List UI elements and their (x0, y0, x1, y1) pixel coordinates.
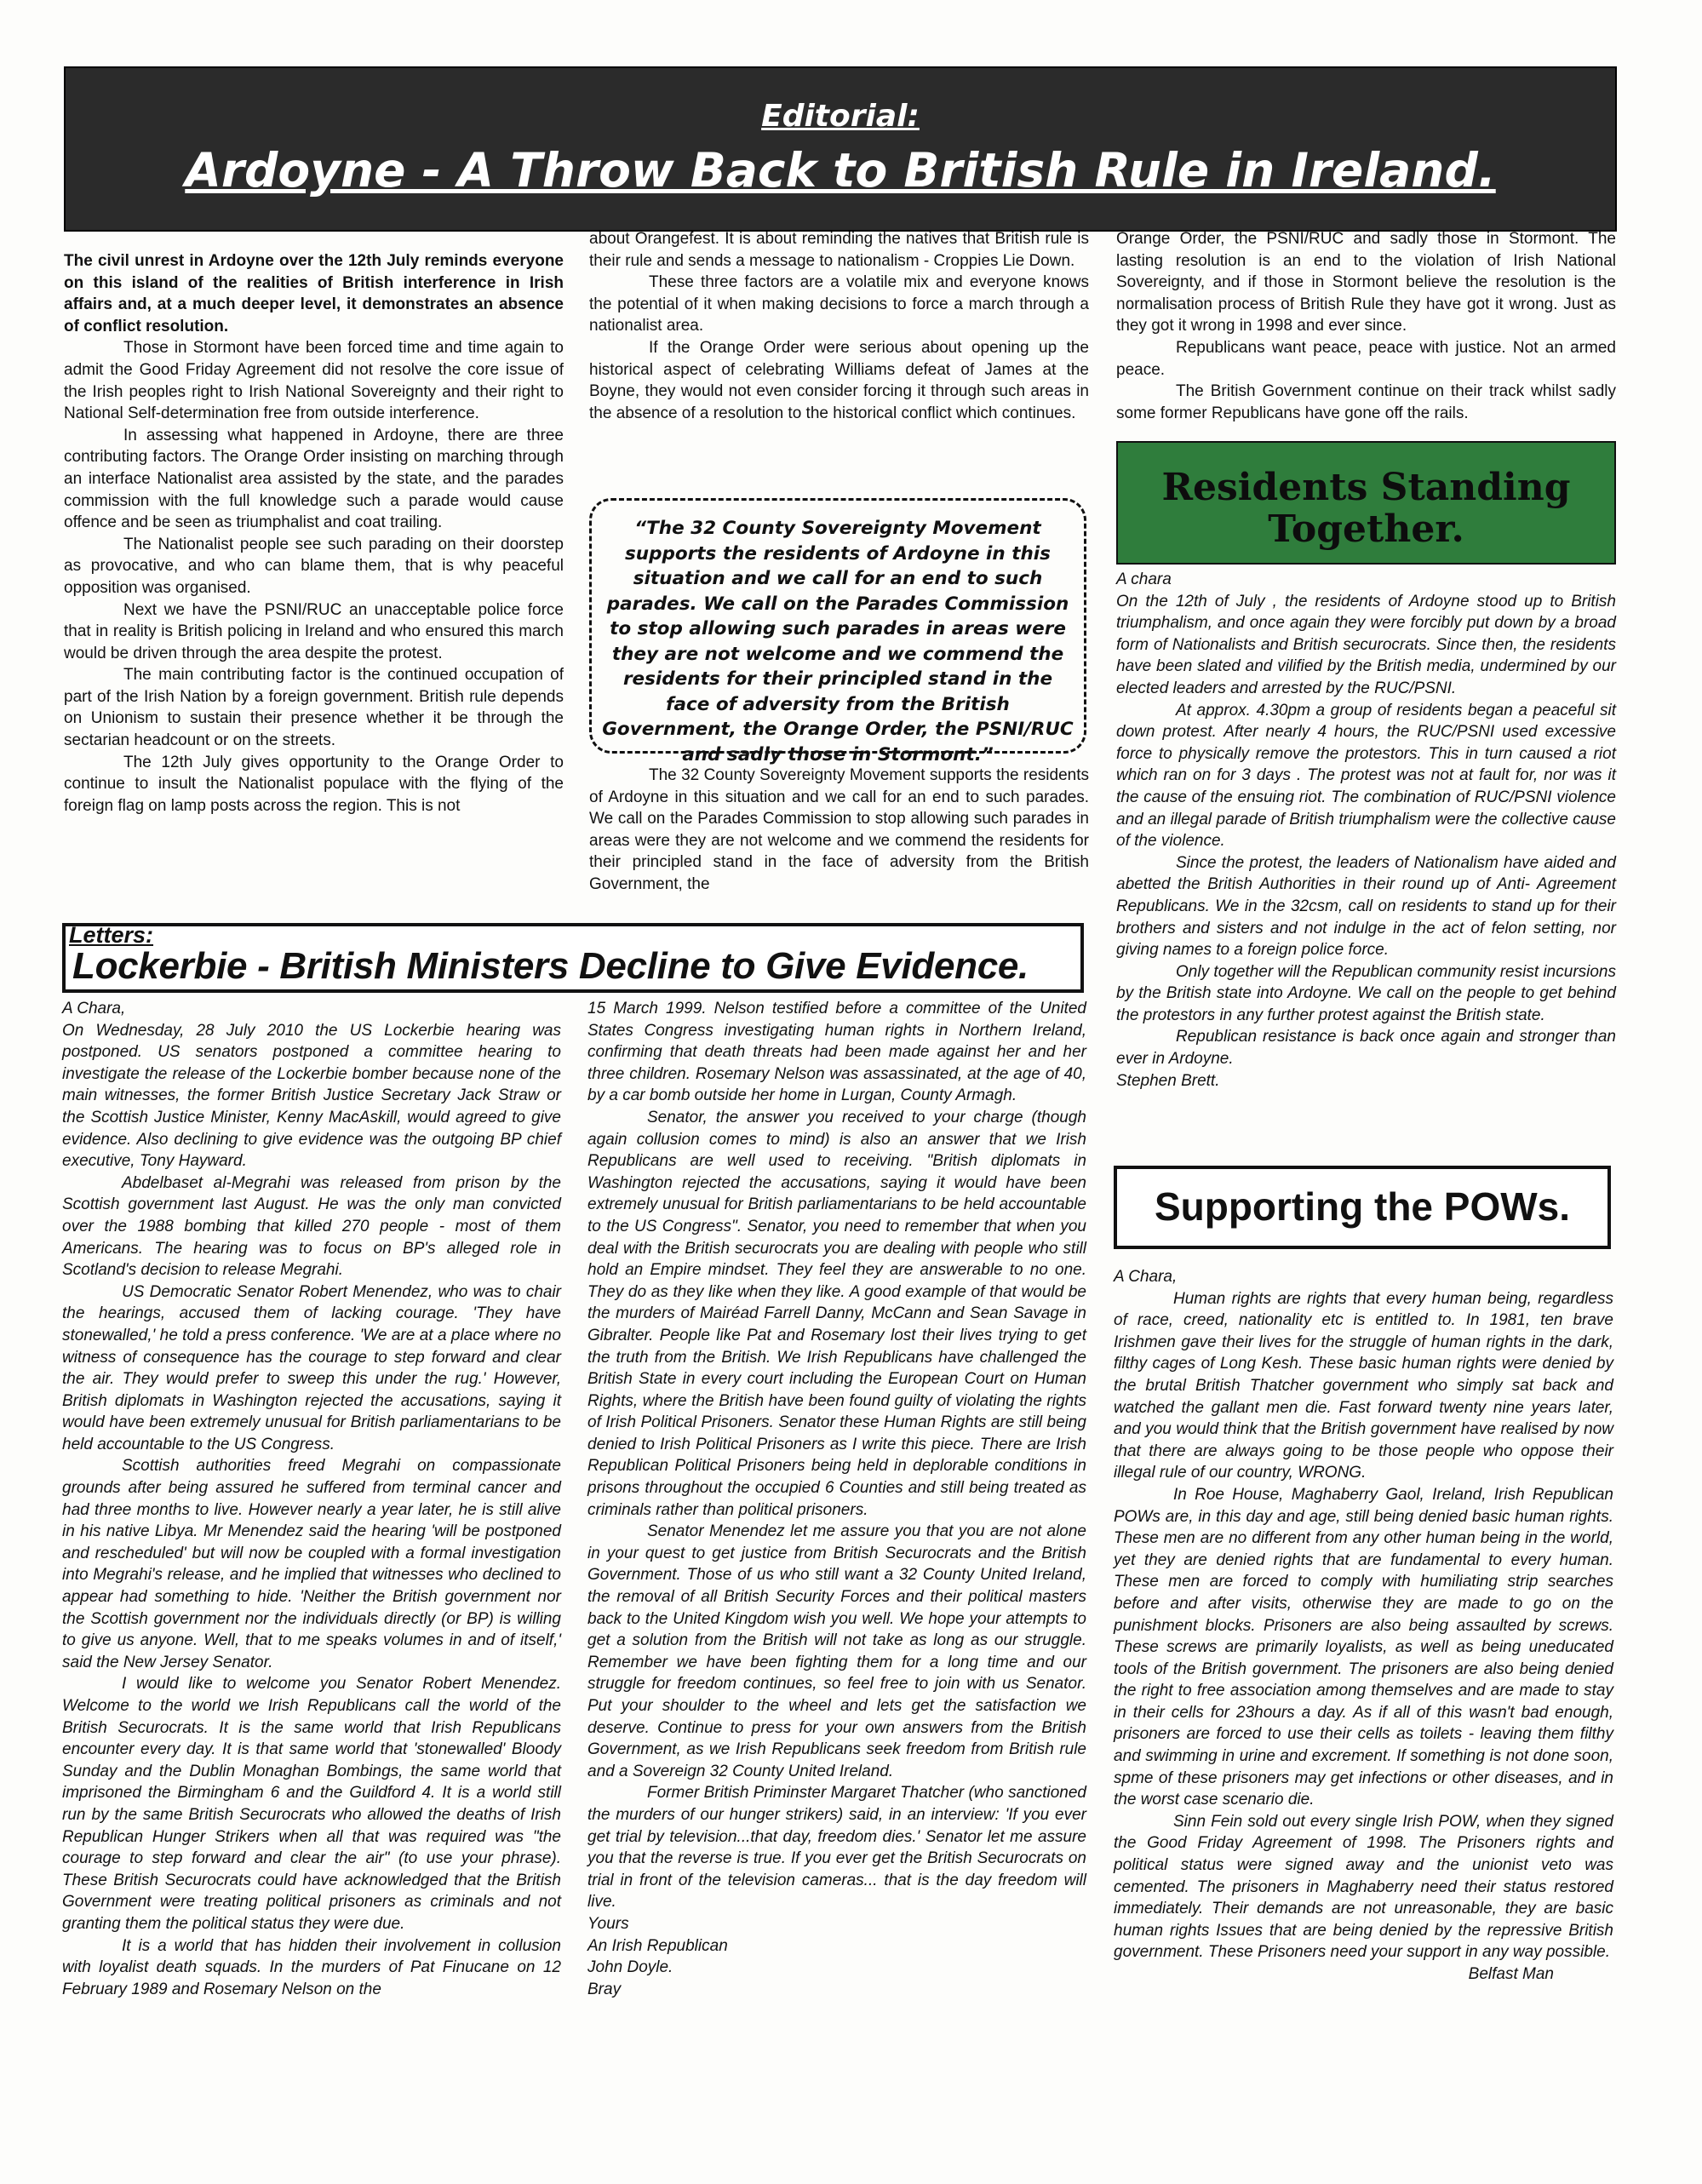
letters-signoff: An Irish Republican (587, 1936, 728, 1955)
letters-signoff: Yours (587, 1914, 629, 1933)
editorial-paragraph: These three factors are a volatile mix and everyone knows the potential of it when making decisions to force a march through a nationalist area. (589, 273, 1089, 335)
letters-header (62, 923, 1084, 993)
letters-tag: Letters: (69, 922, 154, 948)
editorial-paragraph: In assessing what happened in Ardoyne, there are three contributing factors. The Orange Order insisting on marching through an interface Nationalist area assisted by the state, and the parades commission with the full knowledge such a parade would cause offence and be seen as triumphalist and coat trailing. (64, 426, 564, 532)
pows-paragraph: Sinn Fein sold out every single Irish POW, when they signed the Good Friday Agreement of 1998. The Prisoners rights and political status were signed away and the unionist veto was cemented. The prisoners in Maghaberry need their status restored immediately. Their demands are not unreasonable, they are basic human rights Issues that are being denied by the repressive British government. These Prisoners need your support in any way possible. (1114, 1812, 1613, 1962)
letters-column-1 (62, 998, 561, 2000)
letters-paragraph: 15 March 1999. Nelson testified before a committee of the United States Congress investigating human rights in Northern Ireland, confirming that death threats had been made against her and her three children. Rosemary Nelson was assassinated, at the age of 40, by a car bomb outside her home in Lurgan, County Armagh. (587, 1000, 1086, 1105)
letters-paragraph: It is a world that has hidden their involvement in collusion with loyalist death squads. In the murders of Pat Finucane on 12 February 1989 and Rosemary Nelson on the (62, 1936, 561, 1998)
pull-quote: “The 32 County Sovereignty Movement supports the residents of Ardoyne in this situation and we call for an end to such parades. We call on the Parades Commission to stop allowing such parades in areas were they are not welcome and we commend the residents for their principled stand in the face of adversity from the British Government, the Orange Order, the PSNI/RUC and sadly those in Stormont.” (589, 498, 1086, 754)
editorial-paragraph: Those in Stormont have been forced time and time again to admit the Good Friday Agreement did not resolve the core issue of the Irish peoples right to Irish National Sovereignty and their right to National Self-determination free from outside interference. (64, 339, 564, 423)
pows-salutation: A Chara, (1114, 1268, 1178, 1286)
residents-paragraph: Only together will the Republican community resist incursions by the British state into Ardoyne. We call on the people to get behind the protestors in any further protest against the British state. (1116, 962, 1616, 1024)
editorial-paragraph: Republicans want peace, peace with justice. Not an armed peace. (1116, 338, 1616, 379)
letters-paragraph: Former British Priminster Margaret Thatcher (who sanctioned the murders of our hunger strikers) said, in an interview: 'If you ever get trial by television...that day, freedom dies.' Senator let me assure you that the reverse is true. If you ever get the British Securocrats on trial in front of the television cameras... that is the day freedom will live. (587, 1784, 1086, 1912)
editorial-kicker: Editorial: (761, 99, 920, 134)
editorial-paragraph: If the Orange Order were serious about opening up the historical aspect of celebrating Williams defeat of James at the Boyne, they would not even consider forcing it through such areas in the absence of a resolution to the historical conflict which continues. (589, 338, 1089, 422)
letters-paragraph: Abdelbaset al-Megrahi was released from prison by the Scottish government last August. He was the only man convicted over the 1988 bombing that killed 270 people - most of them Americans. The hearing was to focus on BP's alleged role in Scotland's decision to release Megrahi. (62, 1173, 561, 1280)
letters-column-2 (587, 998, 1086, 2000)
editorial-paragraph: The main contributing factor is the continued occupation of part of the Irish Nation by a foreign government. British rule depends on Unionism to sustain their presence whether it be through the sectarian headcount or on the streets. (64, 666, 564, 750)
editorial-paragraph: The British Government continue on their track whilst sadly some former Republicans have gone off the rails. (1116, 382, 1616, 422)
pows-heading: Supporting the POWs. (1114, 1166, 1611, 1249)
letters-paragraph: I would like to welcome you Senator Robert Menendez. Welcome to the world we Irish Republicans call the world of the British Securocrats. It is the same world that Irish Republicans encounter every day. It is that same world that 'stonewalled' Bloody Sunday and the Dublin Monaghan Bombings, the same world that imprisoned the Birmingham 6 and the Guildford 4. It is a world still run by the same British Securocrats who allowed the deaths of Irish Republican Hunger Strikers when all that was required was "the courage to step forward and clear the air" (to use your phrase). These British Securocrats could have acknowledged that the British Government were treating political prisoners as criminals and not granting them the political status they were due. (62, 1675, 561, 1933)
letters-salutation: A Chara, (62, 1000, 126, 1017)
editorial-paragraph: The 32 County Sovereignty Movement supports the residents of Ardoyne in this situation and we call for an end to such parades. We call on the Parades Commission to stop allowing such parades in areas were they are not welcome and we commend the residents for their principled stand in the face of adversity from the British Government, the (589, 766, 1089, 893)
letters-signoff: John Doyle. (587, 1958, 673, 1977)
editorial-column-2-top (589, 228, 1089, 424)
residents-heading: Residents Standing Together. (1116, 441, 1616, 565)
residents-letter (1116, 569, 1616, 1092)
editorial-paragraph: The Nationalist people see such parading on their doorstep as provocative, and who can blame them, that is why peaceful opposition was organised. (64, 535, 564, 597)
editorial-paragraph: The 12th July gives opportunity to the Orange Order to continue to insult the Nationalist populace with the flying of the foreign flag on lamp posts across the region. This is not (64, 753, 564, 815)
pows-signature: Belfast Man (1468, 1965, 1554, 1983)
letters-paragraph: Senator Menendez let me assure you that you are not alone in your quest to get justice from British Securocrats and the British Government. Those of us who still want a 32 County United Ireland, the removal of all British Security Forces and their political masters back to the United Kingdom wish you well. We hope your attempts to get a solution from the British will not take as long as our struggle. Remember we have been fighting them for a long time and our struggle for freedom continues, so feel free to join with us Senator. Put your shoulder to the wheel and lets get the satisfaction we deserve. Continue to press for your own answers from the British Government, as we Irish Republicans seek freedom from British rule and a Sovereign 32 County United Ireland. (587, 1522, 1086, 1780)
editorial-paragraph: Next we have the PSNI/RUC an unacceptable police force that in reality is British policing in Ireland and who ensured this march would be driven through the area despite the protest. (64, 600, 564, 662)
residents-signature: Stephen Brett. (1116, 1071, 1220, 1090)
editorial-paragraph: about Orangefest. It is about reminding the natives that British rule is their rule and sends a message to nationalism - Croppies Lie Down. (589, 230, 1089, 270)
residents-paragraph: At approx. 4.30pm a group of residents began a peaceful sit down protest. After nearly 4 hours, the RUC/PSNI used excessive force to physically remove the protestors. This in turn caused a riot which ran on for 3 days . The protest was not at fault for, nor was it the cause of the ensuing riot. The combination of RUC/PSNI violence and an illegal parade of British triumphalism were the collective cause of the violence. (1116, 701, 1616, 851)
editorial-banner (64, 66, 1617, 232)
letters-paragraph: US Democratic Senator Robert Menendez, who was to chair the hearings, accused them of lacking courage. 'They have stonewalled,' he told a press conference. 'We are at a place where no witness of consequence has the courage to step forward and clear the air. They would prefer to sweep this under the rug.' However, British diplomats in Washington rejected the accusations, saying it would have been extremely unusual for British parliamentarians to be held accountable to the US Congress. (62, 1282, 561, 1453)
editorial-lead: The civil unrest in Ardoyne over the 12th July reminds everyone on this island of the realities of British interference in Irish affairs and, at a much deeper level, it demonstrates an absence of conflict resolution. (64, 252, 564, 335)
editorial-paragraph: Orange Order, the PSNI/RUC and sadly those in Stormont. The lasting resolution is an end to the violation of Irish National Sovereignty, and if those in Stormont believe the resolution is the normalisation process of British Rule they have got it wrong. Just as they got it wrong in 1998 and ever since. (1116, 230, 1616, 335)
residents-paragraph: Since the protest, the leaders of Nationalism have aided and abetted the British Authorities in their round up of Anti- Agreement Republicans. We in the 32csm, call on residents to stand up for their brothers and sisters and not indulge in the act of felon setting, nor giving names to a foreign police force. (1116, 853, 1616, 960)
pows-letter (1114, 1266, 1613, 1986)
editorial-column-3 (1116, 228, 1616, 424)
residents-paragraph: Republican resistance is back once again and stronger than ever in Ardoyne. (1116, 1028, 1616, 1069)
letters-signoff: Bray (587, 1980, 622, 1998)
letters-paragraph: On Wednesday, 28 July 2010 the US Lockerbie hearing was postponed. US senators postponed a committee hearing to investigate the release of the Lockerbie bomber because none of the main witnesses, the former British Justice Secretary Jack Straw or the Scottish Justice Minister, Kenny MacAskill, would agreed to give evidence. Also declining to give evidence was the outgoing BP chief executive, Tony Hayward. (62, 1021, 561, 1171)
letters-paragraph: Senator, the answer you received to your charge (though again collusion comes to mind) is also an answer that we Irish Republicans are well used to receiving. "British diplomats in Washington rejected the accusations, saying it would have been extremely unusual for British parliamentarians to be held accountable to the US Congress". Senator, you need to remember that when you deal with the British securocrats you are dealing with people who still hold an Empire mindset. They feel they are answerable to no one. They do as they like when they like. A good example of that would be the murders of Mairéad Farrell Danny, McCann and Sean Savage in Gibralter. People like Pat and Rosemary lost their lives trying to get the truth from the British. We Irish Republicans have challenged the British State in every court including the European Court on Human Rights, where the British have been found guilty of violating the rights of Irish Political Prisoners. Senator these Human Rights are still being denied to Irish Political Prisoners as I write this piece. There are Irish Republican Political Prisoners being held in deplorable conditions in prisons throughout the occupied 6 Counties and still being treated as criminals rather than political prisoners. (587, 1108, 1086, 1519)
editorial-column-1 (64, 250, 564, 817)
pows-paragraph: Human rights are rights that every human being, regardless of race, creed, nationality etc is entitled to. In 1981, ten brave Irishmen gave their lives for the struggle of human rights in the dark, filthy cages of Long Kesh. These basic human rights were denied by the brutal British Thatcher government who simply sat back and watched the gallant men die. Fast forward twenty nine years later, and you would think that the British government have realised by now that there are always going to be those people who oppose their illegal rule of our country, WRONG. (1114, 1289, 1613, 1482)
letters-title: Lockerbie - British Ministers Decline to Give Evidence. (72, 945, 1029, 987)
editorial-column-2-bottom (589, 765, 1089, 896)
editorial-headline: Ardoyne - A Throw Back to British Rule in Ireland. (185, 143, 1496, 198)
residents-paragraph: On the 12th of July , the residents of Ardoyne stood up to British triumphalism, and once again they were forcibly put down by a broad form of Nationalists and British securocrats. Since then, the residents have been slated and vilified by the British media, undermined by our elected leaders and arrested by the RUC/PSNI. (1116, 592, 1616, 697)
residents-salutation: A chara (1116, 570, 1172, 588)
pows-paragraph: In Roe House, Maghaberry Gaol, Ireland, Irish Republican POWs are, in this day and age, still being denied basic human rights. These men are no different from any other human being in the world, yet they are denied rights that are fundamental to every human. These men are forced to comply with humiliating strip searches before and after visits, otherwise they are made to go on the punishment blocks. Prisoners are also being assaulted by screws. These screws are primarily loyalists, as well as being uneducated tools of the British government. The prisoners are also being denied the right to free association among themselves and are made to stay in their cells for 23hours a day. As if all of this wasn't bad enough, prisoners are forced to use their cells as toilets - leaving them filthy and swimming in urine and excrement. If something is not done soon, spme of these prisoners may get infections or other diseases, and in the worst case scenario die. (1114, 1485, 1613, 1809)
letters-paragraph: Scottish authorities freed Megrahi on compassionate grounds after being assured he suffered from terminal cancer and had three months to live. However nearly a year later, he is still alive in his native Libya. Mr Menendez said the hearing 'will be postponed and rescheduled' but will now be coupled with a formal investigation into Megrahi's release, and he implied that witnesses who declined to appear had something to hide. 'Neither the British government nor the Scottish government nor the individuals directly (or BP) is willing to give us anyone. Well, that to me speaks volumes in and of itself,' said the New Jersey Senator. (62, 1457, 561, 1671)
